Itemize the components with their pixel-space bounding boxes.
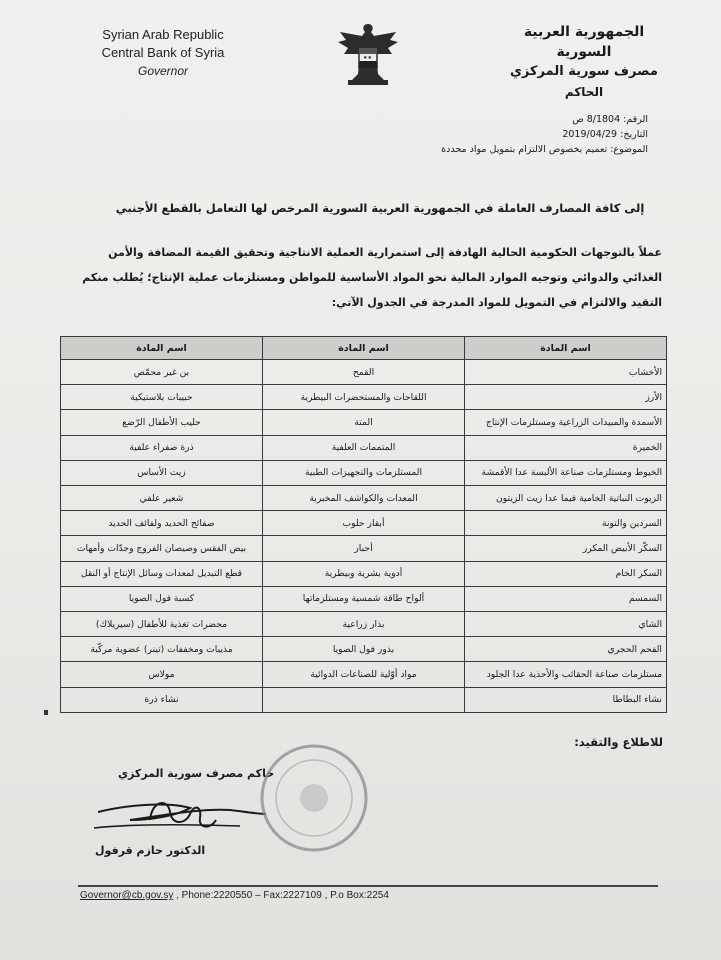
table-cell: صفائح الحديد ولفائف الحديد: [61, 511, 263, 536]
table-row: [61, 435, 667, 460]
table-cell: محضرات تغذية للأطفال (سيريلاك): [61, 612, 263, 637]
table-row: [61, 486, 667, 511]
table-row: [61, 586, 667, 611]
footer-email[interactable]: Governor@cb.gov.sy: [80, 890, 174, 901]
table-cell: الخيوط ومستلزمات صناعة الألبسة عدا الأقمشة: [465, 460, 667, 485]
table-cell: حليب الأطفال الرّضع: [61, 410, 263, 435]
table-cell: السكر الخام: [465, 561, 667, 586]
reference-subject: الموضوع: تعميم بخصوص الالتزام بتمويل مواد محددة: [441, 144, 648, 155]
table-cell: شعير علفي: [61, 486, 263, 511]
table-cell: مواد أوّلية للصناعات الدوائية: [263, 662, 465, 687]
table-row: [61, 687, 667, 712]
reference-date: التاريخ: 2019/04/29: [562, 129, 648, 140]
reference-block: [441, 112, 648, 157]
table-cell: ذرة صفراء علفية: [61, 435, 263, 460]
page-mark: [44, 710, 48, 715]
table-cell: مولاس: [61, 662, 263, 687]
table-cell: مستلزمات صناعة الحقائب والأحذية عدا الجلود: [465, 662, 667, 687]
column-header: اسم المادة: [263, 337, 465, 360]
table-row: [61, 385, 667, 410]
table-cell: اللقاحات والمستحضرات البيطرية: [263, 385, 465, 410]
table-cell: الشاي: [465, 612, 667, 637]
footer-phone-fax: , Phone:2220550 – Fax:2227109 , P.o Box:2254: [173, 890, 389, 901]
handwritten-signature-icon: [90, 790, 270, 845]
english-bank: Central Bank of Syria: [101, 45, 225, 60]
table-cell: كسبة فول الصويا: [61, 586, 263, 611]
table-cell: نشاء ذرة: [61, 687, 263, 712]
eagle-emblem-icon: [332, 18, 404, 88]
table-cell: زيت الأساس: [61, 460, 263, 485]
table-cell: [263, 687, 465, 712]
acknowledge-line: للاطلاع والتقيد:: [574, 735, 663, 749]
table-cell: حبيبات بلاستيكية: [61, 385, 263, 410]
table-cell: السكّر الأبيض المكرر: [465, 536, 667, 561]
table-cell: ألواح طاقة شمسية ومستلزماتها: [263, 586, 465, 611]
column-header: اسم المادة: [61, 337, 263, 360]
table-row: [61, 360, 667, 385]
english-governor: Governor: [137, 64, 189, 78]
body-paragraph: عملاً بالتوجهات الحكومية الحالية الهادفة إلى استمرارية العملية الانتاجية وتحقيق القيمة المضافة والأمن الغذائي والدوائي وتوجيه الموارد المالية نحو المواد الأساسية للمواطن ومستلزمات عملية الإنتاج؛ يُطلب منكم التقيد والالتزام في التمويل للمواد المدرجة في الجدول الآتي:: [82, 246, 662, 309]
table-cell: الأسمدة والمبيدات الزراعية ومستلزمات الإنتاج: [465, 410, 667, 435]
materials-table: [60, 336, 667, 713]
official-stamp-icon: [258, 742, 370, 854]
table-cell: المستلزمات والتجهيزات الطبية: [263, 460, 465, 485]
table-row: [61, 410, 667, 435]
english-letterhead: [78, 26, 248, 80]
table-cell: بن غير محمّص: [61, 360, 263, 385]
table-cell: المتممات العلفية: [263, 435, 465, 460]
table-cell: قطع التبديل لمعدات وسائل الإنتاج أو النقل: [61, 561, 263, 586]
reference-number: الرقم: 8/1804 ص: [572, 114, 648, 125]
table-cell: مذيبات ومخففات (تينر) عضوية مركّبة: [61, 637, 263, 662]
table-cell: بذور فول الصويا: [263, 637, 465, 662]
english-country: Syrian Arab Republic: [102, 27, 224, 42]
arabic-country: الجمهورية العربية السورية: [523, 24, 645, 60]
table-cell: أحبار: [263, 536, 465, 561]
column-header: اسم المادة: [465, 337, 667, 360]
table-cell: الزيوت النباتية الخامية فيما عدا زيت الزيتون: [465, 486, 667, 511]
table-cell: الخميرة: [465, 435, 667, 460]
table-cell: بيض الفقس وصيصان الفروج وجدّات وأمهات: [61, 536, 263, 561]
signatory-title: حاكم مصرف سورية المركزي: [118, 767, 275, 780]
table-row: [61, 612, 667, 637]
arabic-governor: الحاكم: [564, 85, 604, 99]
footer-contact: [80, 890, 389, 901]
table-cell: أدوية بشرية وبيطرية: [263, 561, 465, 586]
table-cell: السردين والتونة: [465, 511, 667, 536]
table-header-row: [61, 337, 667, 360]
table-cell: نشاء البطاطا: [465, 687, 667, 712]
table-cell: الأخشاب: [465, 360, 667, 385]
addressee-line: إلى كافة المصارف العاملة في الجمهورية العربية السورية المرخص لها التعامل بالقطع الأجنبي: [115, 201, 645, 215]
table-row: [61, 662, 667, 687]
table-cell: الأرز: [465, 385, 667, 410]
svg-text:★★: ★★: [363, 55, 372, 61]
table-row: [61, 460, 667, 485]
table-cell: أبقار حلوب: [263, 511, 465, 536]
signatory-name: الدكتور حازم قرفول: [95, 844, 206, 857]
arabic-bank: مصرف سورية المركزي: [510, 64, 658, 79]
table-row: [61, 511, 667, 536]
table-cell: القمح: [263, 360, 465, 385]
table-row: [61, 536, 667, 561]
table-cell: المعدات والكواشف المخبرية: [263, 486, 465, 511]
footer-rule: [78, 885, 658, 887]
table-row: [61, 637, 667, 662]
arabic-letterhead: [500, 22, 668, 102]
table-cell: المتة: [263, 410, 465, 435]
table-row: [61, 561, 667, 586]
table-cell: السمسم: [465, 586, 667, 611]
table-cell: الفحم الحجري: [465, 637, 667, 662]
table-cell: بذار زراعية: [263, 612, 465, 637]
